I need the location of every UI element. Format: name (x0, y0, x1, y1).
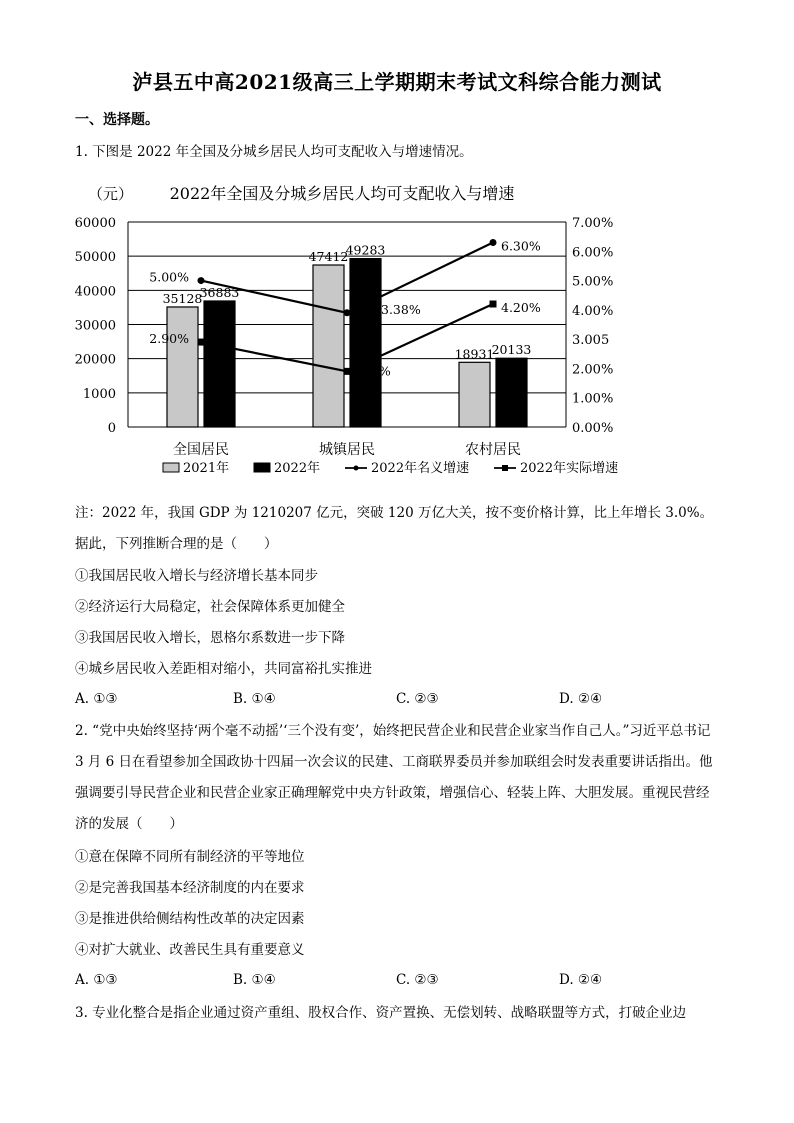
q2-option-b[interactable]: B. ①④ (233, 972, 276, 988)
line-point (344, 368, 351, 375)
legend-swatch (163, 463, 179, 472)
x-tick-label: 农村居民 (465, 442, 521, 458)
q2-stem: 2. “党中央始终坚持‘两个毫不动摇’‘三个没有变’，始终把民营企业和民营企业家当作自己人。”习近平总书记 3 月 6 日在看望参加全国政协十四届一次会议的民建、工商联界委员并参加联组会时发表重要讲话指出。他强调要引导民营企业和民营企业家正确理解党中央方针政策，增强信心、轻装上阵、大胆发展。重视民营经济的发展（ ） (75, 723, 713, 832)
line-value-label: 1.9% (359, 363, 391, 379)
q1-item-1: ①我国居民收入增长与经济增长基本同步 (75, 568, 318, 584)
bar-2021 (313, 265, 344, 427)
q1-item-4: ④城乡居民收入差距相对缩小，共同富裕扎实推进 (75, 661, 372, 677)
q1-option-a[interactable]: A. ①③ (75, 691, 118, 707)
q1-ask: 据此，下列推断合理的是（ ） (75, 536, 278, 552)
line-value-label: 5.00% (149, 269, 189, 285)
x-tick-label: 城镇居民 (319, 442, 375, 458)
income-chart (0, 172, 794, 482)
line-value-label: 6.30% (501, 238, 541, 254)
q1-option-b[interactable]: B. ①④ (233, 691, 276, 707)
y2-tick-label: 1.00% (572, 391, 614, 407)
y-tick-label: 60000 (74, 216, 116, 231)
legend-label: 2022年实际增速 (520, 461, 619, 476)
q1-option-c[interactable]: C. ②③ (396, 691, 439, 707)
bar-2021 (459, 362, 490, 427)
y-axis-unit: （元） (88, 185, 134, 203)
chart-title: 2022年全国及分城乡居民人均可支配收入与增速 (169, 184, 515, 203)
legend-label: 2021年 (183, 461, 230, 476)
q2-option-a[interactable]: A. ①③ (75, 972, 118, 988)
legend-label: 2022年名义增速 (371, 461, 470, 476)
y2-tick-label: 7.00% (572, 216, 614, 231)
y2-tick-label: 6.00% (572, 245, 614, 261)
legend-marker (502, 465, 508, 471)
y2-tick-label: 0.00% (572, 421, 614, 436)
q1-item-3: ③我国居民收入增长，恩格尔系数进一步下降 (75, 630, 345, 646)
annotation-3-38: 3.38% (381, 302, 421, 317)
line-point (344, 309, 351, 316)
legend-marker (354, 466, 359, 471)
bar-value-label: 18931 (454, 346, 495, 362)
bar-value-label: 20133 (491, 342, 532, 358)
x-tick-label: 全国居民 (173, 442, 229, 458)
section-heading: 一、选择题。 (75, 112, 159, 128)
line-point (490, 301, 497, 308)
line-value-label: 4.20% (501, 300, 541, 315)
bar-value-label: 36883 (199, 284, 240, 300)
q2-option-c[interactable]: C. ②③ (396, 972, 439, 988)
q2-item-1: ①意在保障不同所有制经济的平等地位 (75, 849, 305, 865)
q1-stem: 1. 下图是 2022 年全国及分城乡居民人均可支配收入与增速情况。 (75, 144, 473, 160)
y2-tick-label: 3.005 (572, 333, 610, 349)
y-tick-label: 1000 (82, 386, 116, 402)
q3-stem: 3. 专业化整合是指企业通过资产重组、股权合作、资产置换、无偿划转、战略联盟等方式，打破企业边 (75, 1005, 687, 1021)
q1-note: 注：2022 年，我国 GDP 为 1210207 亿元，突破 120 万亿大关，按不变价格计算，比上年增长 3.0%。 (75, 505, 714, 521)
line-point (490, 239, 497, 246)
bar-2021 (167, 307, 198, 427)
bar-value-label: 35128 (162, 290, 203, 306)
legend-swatch (254, 463, 270, 472)
q1-item-2: ②经济运行大局稳定，社会保障体系更加健全 (75, 599, 345, 615)
line-point (198, 339, 205, 346)
legend-label: 2022年 (274, 461, 321, 476)
bar-2022 (350, 259, 381, 427)
q2-item-4: ④对扩大就业、改善民生具有重要意义 (75, 942, 305, 958)
line-point (198, 277, 205, 284)
q2-option-d[interactable]: D. ②④ (559, 972, 603, 988)
y2-tick-label: 4.00% (572, 303, 614, 319)
y-tick-label: 50000 (74, 250, 116, 266)
line-value-label: 2.90% (149, 331, 189, 347)
page-title: 泸县五中高2021级高三上学期期末考试文科综合能力测试 (132, 70, 662, 94)
y-tick-label: 30000 (74, 318, 116, 334)
q1-option-d[interactable]: D. ②④ (559, 691, 603, 707)
y-tick-label: 0 (107, 421, 116, 436)
y2-tick-label: 2.00% (572, 362, 614, 378)
y-tick-label: 20000 (74, 352, 116, 368)
y2-tick-label: 5.00% (572, 274, 614, 290)
q2-item-3: ③是推进供给侧结构性改革的决定因素 (75, 911, 305, 927)
bar-value-label: 49283 (345, 242, 386, 258)
bar-value-label: 47412 (308, 249, 349, 265)
q2-item-2: ②是完善我国基本经济制度的内在要求 (75, 880, 305, 896)
bar-2022 (496, 358, 527, 427)
y-tick-label: 40000 (74, 284, 116, 300)
bar-2022 (204, 301, 235, 427)
